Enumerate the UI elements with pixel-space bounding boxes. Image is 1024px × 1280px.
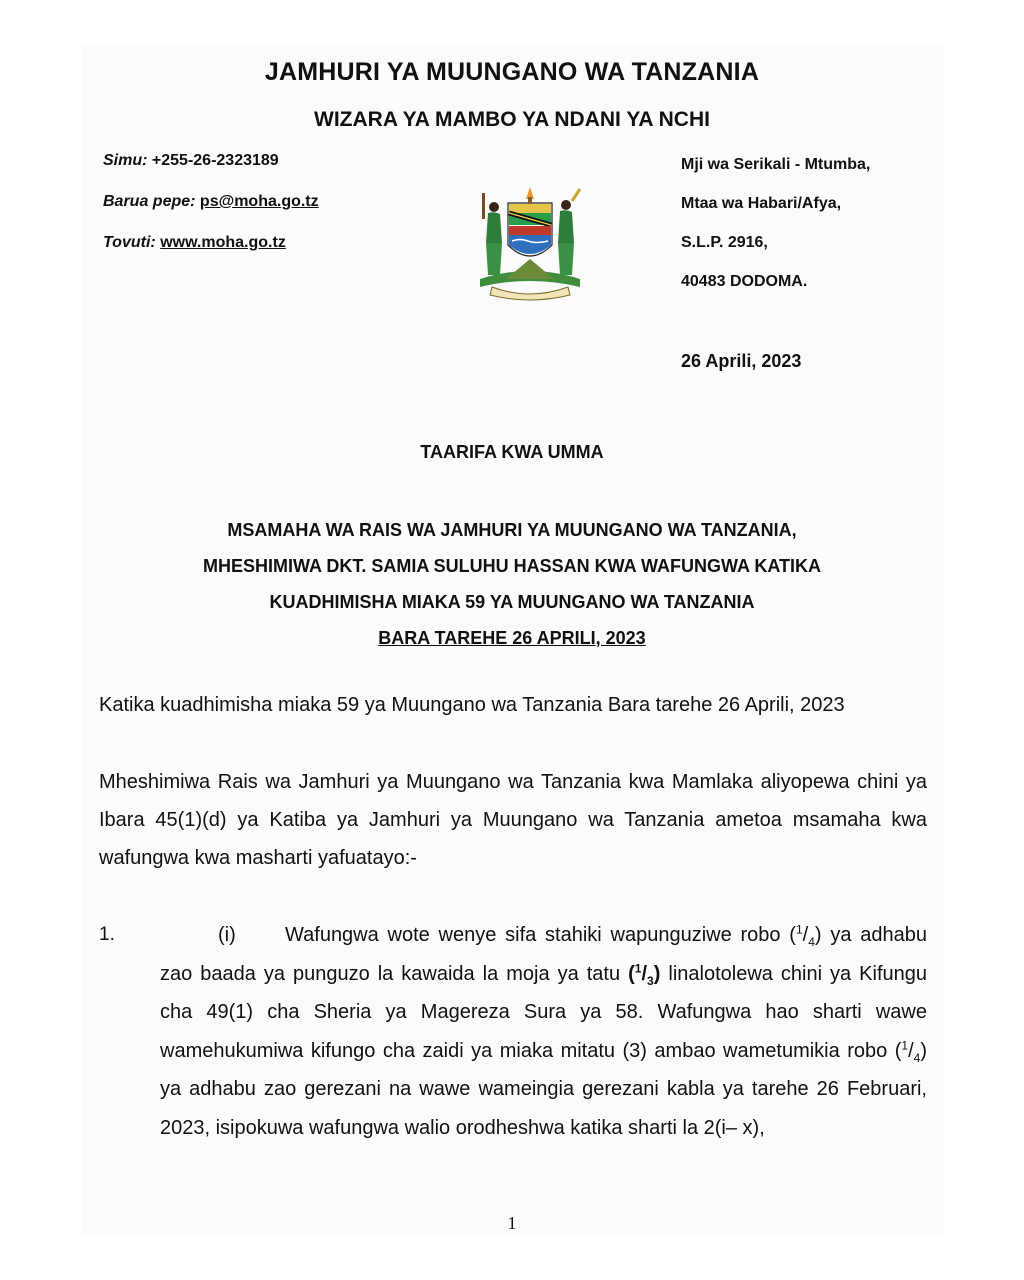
coat-of-arms-icon bbox=[472, 183, 588, 301]
document-date: 26 Aprili, 2023 bbox=[681, 351, 802, 371]
address-line-1: Mji wa Serikali - Mtumba, bbox=[681, 156, 871, 173]
title-line-1: MSAMAHA WA RAIS WA JAMHURI YA MUUNGANO WA TANZANIA, bbox=[227, 520, 797, 540]
address-line-4: 40483 DODOMA. bbox=[681, 273, 808, 290]
item-number: 1. bbox=[99, 924, 115, 945]
header-ministry: WIZARA YA MAMBO YA NDANI YA NCHI bbox=[314, 108, 710, 131]
notice-heading: TAARIFA KWA UMMA bbox=[420, 442, 604, 462]
item-1-text: (i) Wafungwa wote wenye sifa stahiki wapunguziwe robo $(^1/_4)$ ya adhabu zao baada ya punguzo la kawaida la moja ya tatu $(^1/_3)$ linalotolewa chini ya Kifungu cha 49(1) cha Sheria ya Magereza Sura ya 58. Wafungwa hao sharti wawe wamehukumiwa kifungo cha zaidi ya miaka mitatu (3) ambao wametumikia robo $(^1/_4)$ ya adhabu zao gerezani na wawe wameingia gerezani kabla ya tarehe 26 Februari, 2023, isipokuwa wafungwa walio orodheshwa katika sharti la 2(i– x), bbox=[160, 916, 927, 1147]
body-paragraph-1: Katika kuadhimisha miaka 59 ya Muungano wa Tanzania Bara tarehe 26 Aprili, 2023 bbox=[99, 694, 845, 716]
title-line-4: BARA TAREHE 26 APRILI, 2023 bbox=[378, 628, 646, 648]
contact-details bbox=[103, 152, 319, 275]
email-row: Barua pepe: ps@moha.go.tz bbox=[103, 193, 319, 210]
website-link[interactable]: www.moha.go.tz bbox=[160, 234, 286, 251]
email-label: Barua pepe bbox=[103, 193, 191, 210]
postal-address bbox=[681, 156, 870, 312]
page-number: 1 bbox=[507, 1213, 517, 1233]
title-line-2: MHESHIMIWA DKT. SAMIA SULUHU HASSAN KWA WAFUNGWA KATIKA bbox=[203, 556, 821, 576]
email-link[interactable]: ps@moha.go.tz bbox=[199, 193, 319, 210]
item-sub-label: (i) bbox=[218, 924, 236, 946]
header-country: JAMHURI YA MUUNGANO WA TANZANIA bbox=[264, 58, 760, 86]
website-label: Tovuti bbox=[103, 234, 151, 251]
address-line-3: S.L.P. 2916, bbox=[681, 234, 768, 251]
body-paragraph-2: Mheshimiwa Rais wa Jamhuri ya Muungano wa Tanzania kwa Mamlaka aliyopewa chini ya Ibara 45(1)(d) ya Katiba ya Jamhuri ya Muungano wa Tanzania ametoa msamaha kwa wafungwa kwa masharti yafuatayo:- bbox=[99, 771, 927, 869]
phone-label: Simu bbox=[103, 152, 143, 169]
phone-value: +255-26-2323189 bbox=[151, 152, 279, 169]
address-line-2: Mtaa wa Habari/Afya, bbox=[681, 195, 842, 212]
document-title bbox=[0, 512, 1024, 656]
website-row: Tovuti: www.moha.go.tz bbox=[103, 234, 286, 251]
title-line-3: KUADHIMISHA MIAKA 59 YA MUUNGANO WA TANZANIA bbox=[269, 592, 755, 612]
phone-row: Simu: +255-26-2323189 bbox=[103, 152, 279, 169]
